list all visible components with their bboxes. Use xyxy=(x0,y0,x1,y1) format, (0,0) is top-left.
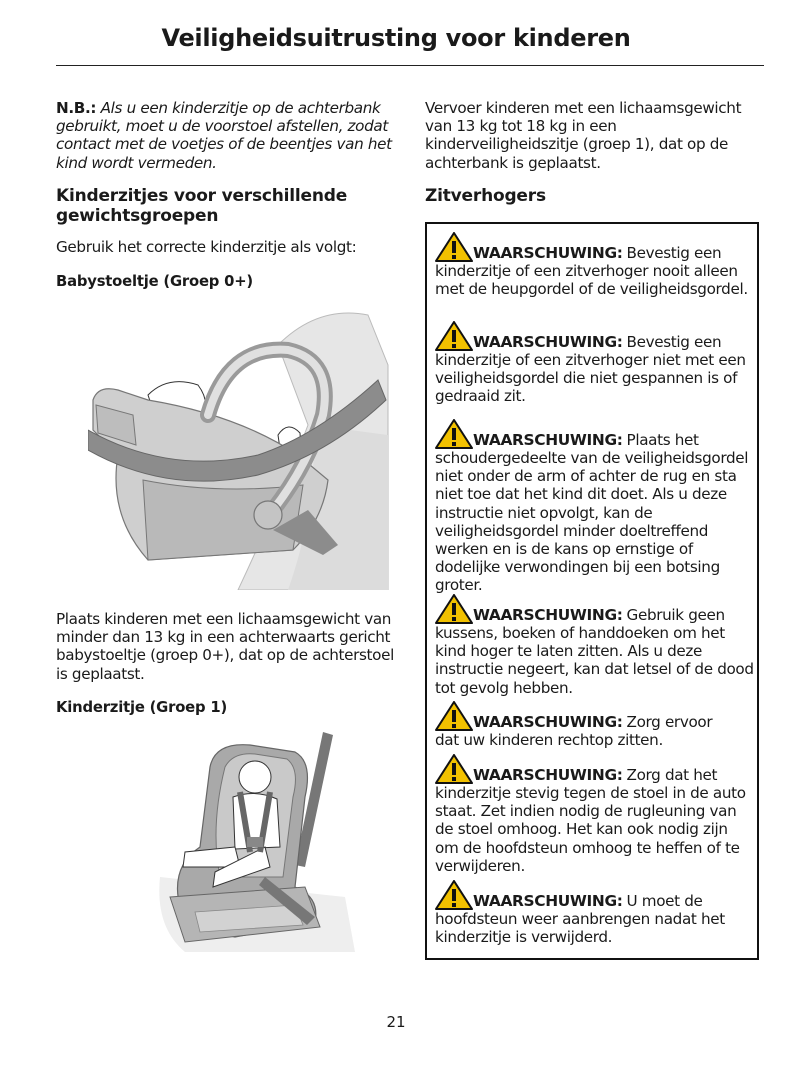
intro-text: Gebruik het correcte kinderzitje als volgt: xyxy=(56,238,357,256)
warning-4 xyxy=(435,594,755,697)
right-intro-text: Vervoer kinderen met een lichaamsgewicht van 13 kg tot 18 kg in een kinderveiligheidszitje (groep 1), dat op de achterbank is geplaatst. xyxy=(425,99,742,172)
child-seat-illustration xyxy=(155,727,370,952)
warning-7 xyxy=(435,880,755,946)
warning-label: WAARSCHUWING: xyxy=(473,765,623,784)
warning-6 xyxy=(435,754,755,875)
warning-label: WAARSCHUWING: xyxy=(473,891,623,910)
child-seat-heading: Kinderzitje (Groep 1) xyxy=(56,699,228,716)
section-heading-boosters: Zitverhogers xyxy=(425,186,546,206)
nb-text: Als u een kinderzitje op de achterbank gebruikt, moet u de voorstoel afstellen, zodat contact met de voetjes of de beentjes van het kind wordt vermeden. xyxy=(56,99,392,172)
warning-5 xyxy=(435,701,755,749)
warning-triangle-icon xyxy=(435,321,473,351)
warning-2 xyxy=(435,321,755,406)
warning-triangle-icon xyxy=(435,419,473,449)
baby-seat-text: Plaats kinderen met een lichaamsgewicht van minder dan 13 kg in een achterwaarts gericht babystoeltje (groep 0+), dat op de achterstoel is geplaatst. xyxy=(56,610,394,683)
warning-1 xyxy=(435,232,755,298)
page-title: Veiligheidsuitrusting voor kinderen xyxy=(161,24,631,52)
baby-seat-illustration xyxy=(88,305,393,590)
warning-triangle-icon xyxy=(435,880,473,910)
warning-triangle-icon xyxy=(435,754,473,784)
section-heading-weight-groups: Kinderzitjes voor verschillende gewichtsgroepen xyxy=(56,186,348,226)
warning-label: WAARSCHUWING: xyxy=(473,243,623,262)
page-number: 21 xyxy=(386,1013,406,1031)
warning-triangle-icon xyxy=(435,701,473,731)
warning-3-first: Plaats het xyxy=(626,430,699,449)
warning-1-first: Bevestig een xyxy=(626,243,722,262)
baby-seat-heading: Babystoeltje (Groep 0+) xyxy=(56,273,253,290)
warning-7-text: hoofdsteun weer aanbrengen nadat het kinderzitje is verwijderd. xyxy=(435,910,725,947)
warning-6-first: Zorg dat het xyxy=(626,765,718,784)
warning-7-first: U moet de xyxy=(626,891,703,910)
warning-4-first: Gebruik geen xyxy=(626,605,725,624)
warning-5-first: Zorg ervoor xyxy=(626,712,713,731)
warnings-box xyxy=(425,222,759,960)
warning-triangle-icon xyxy=(435,594,473,624)
warning-3 xyxy=(435,419,755,595)
warning-label: WAARSCHUWING: xyxy=(473,430,623,449)
warning-3-text: schoudergedeelte van de veiligheidsgordel niet onder de arm of achter de rug en sta niet toe dat het kind dit doet. Als u deze instructie niet opvolgt, kan de veiligheidsgordel minder doeltreffend werken en is de kans op ernstige of dodelijke verwondingen bij een botsing groter. xyxy=(435,449,749,595)
nb-note xyxy=(56,99,396,172)
warning-2-text: kinderzitje of een zitverhoger niet met een veiligheidsgordel die niet gespannen is of gedraaid zit. xyxy=(435,351,746,406)
warning-label: WAARSCHUWING: xyxy=(473,712,623,731)
warning-2-first: Bevestig een xyxy=(626,332,722,351)
title-rule xyxy=(56,65,764,66)
warning-4-text: kussens, boeken of handdoeken om het kind hoger te laten zitten. Als u deze instructie negeert, kan dat letsel of de dood tot gevolg hebben. xyxy=(435,624,754,697)
nb-label: N.B.: xyxy=(56,99,97,117)
warning-triangle-icon xyxy=(435,232,473,262)
warning-label: WAARSCHUWING: xyxy=(473,605,623,624)
warning-6-text: kinderzitje stevig tegen de stoel in de auto staat. Zet indien nodig de rugleuning van de stoel omhoog. Het kan ook nodig zijn om de hoofdsteun omhoog te heffen of te verwijderen. xyxy=(435,784,746,875)
warning-1-text: kinderzitje of een zitverhoger nooit alleen met de heupgordel of de veiligheidsgordel. xyxy=(435,262,748,299)
warning-5-text: dat uw kinderen rechtop zitten. xyxy=(435,731,663,749)
warning-label: WAARSCHUWING: xyxy=(473,332,623,351)
